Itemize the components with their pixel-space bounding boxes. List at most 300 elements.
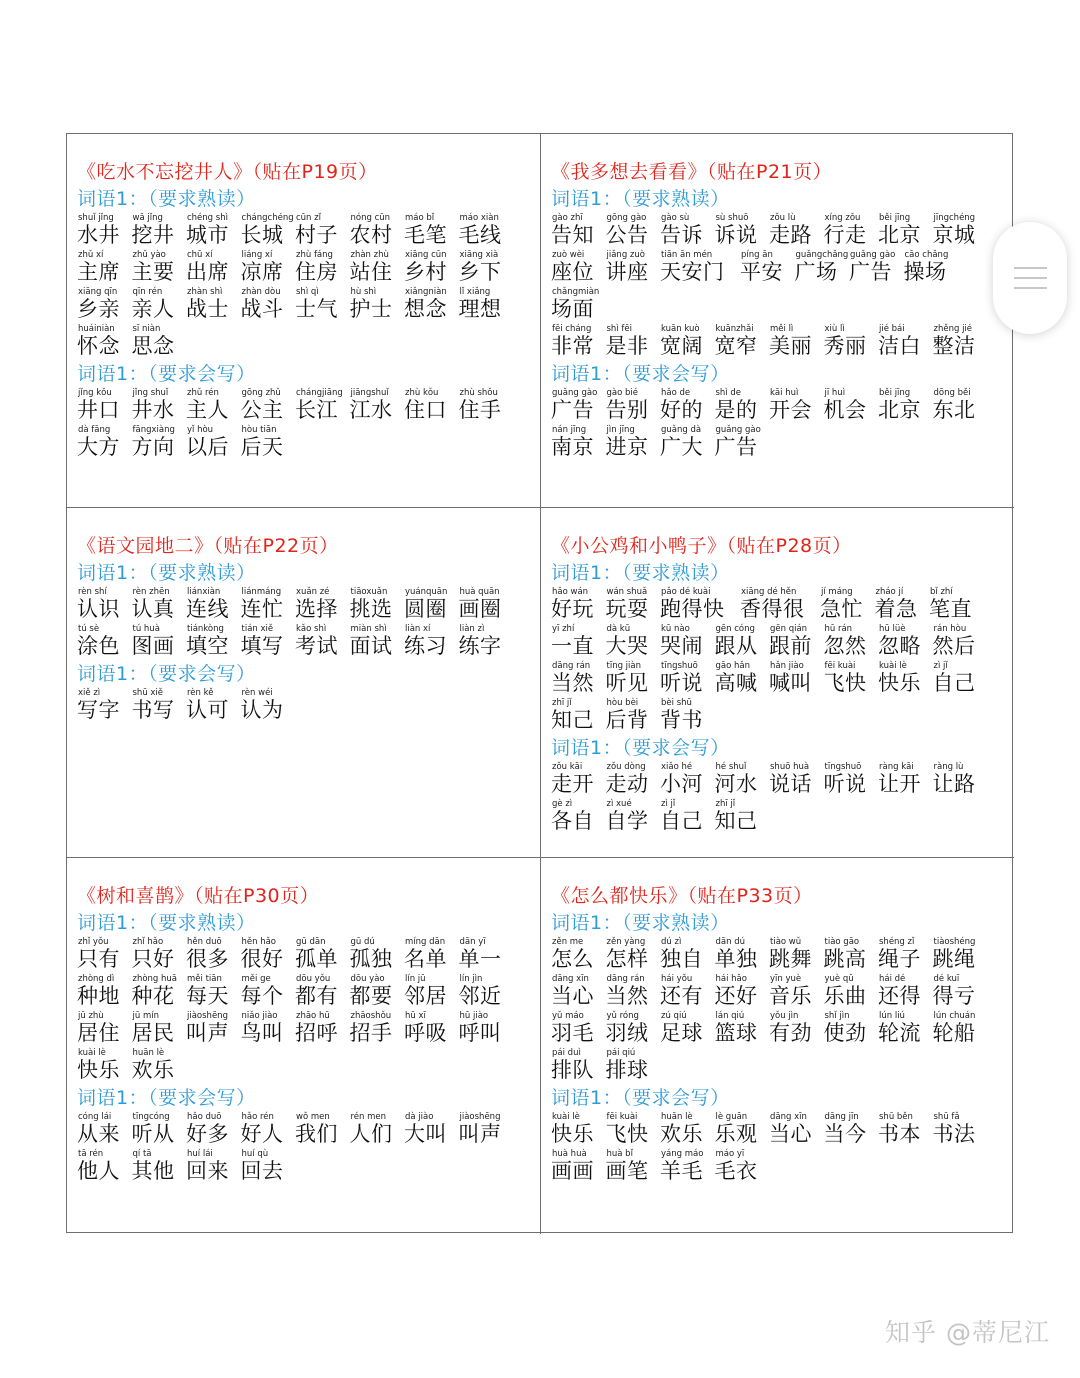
hanzi-word: 填写 — [240, 634, 284, 658]
pinyin-label: huáiniàn — [78, 324, 115, 334]
vocab-word — [878, 762, 933, 799]
vocab-word — [606, 213, 661, 250]
pinyin-label: dāng rán — [606, 974, 645, 984]
hanzi-word: 思念 — [131, 334, 175, 358]
hanzi-word: 广告 — [714, 435, 758, 459]
pinyin-label: shū běn — [879, 1112, 913, 1122]
hanzi-word: 练习 — [404, 634, 447, 658]
lesson-card — [67, 508, 541, 858]
pinyin-label: hái yǒu — [661, 974, 693, 984]
hanzi-word: 跑得快 — [660, 597, 725, 621]
pinyin-label: jí máng — [821, 587, 853, 597]
pinyin-label: jū mín — [132, 1011, 159, 1021]
pinyin-label: dōu yào — [350, 974, 385, 984]
vocab-word — [295, 1011, 350, 1048]
hanzi-word: 北京 — [878, 223, 921, 247]
vocab-word — [878, 624, 933, 661]
pinyin-label: zǒu lù — [770, 213, 796, 223]
hanzi-word: 跟前 — [769, 634, 812, 658]
vocab-word — [660, 587, 740, 624]
vocab-word — [459, 250, 514, 287]
pinyin-label: shǐ jìn — [824, 1011, 850, 1021]
pinyin-label: dú zì — [661, 937, 682, 947]
pinyin-label: měi tiān — [187, 974, 222, 984]
pinyin-label: dà kū — [606, 624, 631, 634]
hanzi-word: 名单 — [404, 947, 447, 971]
pinyin-label: dān yī — [459, 937, 486, 947]
vocab-word — [132, 587, 187, 624]
vocab-word — [660, 974, 715, 1011]
hanzi-word: 跳高 — [823, 947, 867, 971]
hanzi-word: 忽略 — [878, 634, 921, 658]
pinyin-label: guǎng gào — [715, 425, 761, 435]
pinyin-label: zuò wèi — [552, 250, 585, 260]
pinyin-label: gū dān — [296, 937, 326, 947]
vocab-word — [551, 937, 606, 974]
hanzi-word: 后背 — [605, 708, 649, 732]
hanzi-word: 篮球 — [714, 1021, 758, 1045]
vocab-word — [241, 937, 296, 974]
hanzi-word: 很多 — [186, 947, 229, 971]
vocab-word — [295, 388, 350, 425]
vocab-word — [404, 388, 459, 425]
hanzi-word: 当心 — [551, 984, 594, 1008]
vocab-word — [295, 1112, 350, 1149]
pinyin-label: huí lái — [187, 1149, 213, 1159]
vocab-word — [606, 762, 661, 799]
vocab-word — [350, 937, 405, 974]
vocab-word — [606, 1048, 661, 1085]
pinyin-label: guǎng gào — [552, 388, 598, 398]
pinyin-label: huí qù — [241, 1149, 269, 1159]
vocab-word — [660, 698, 715, 735]
hanzi-word: 认真 — [131, 597, 175, 621]
hanzi-word: 井水 — [131, 398, 175, 422]
hanzi-word: 自学 — [605, 809, 649, 833]
hanzi-word: 然后 — [932, 634, 976, 658]
pinyin-label: shuǐ jǐng — [78, 213, 114, 223]
hanzi-word: 还好 — [714, 984, 758, 1008]
hanzi-word: 跟从 — [714, 634, 758, 658]
vocab-word — [459, 587, 514, 624]
vocab-word — [132, 1011, 187, 1048]
vocab-word — [186, 213, 241, 250]
vocab-word — [77, 688, 132, 725]
word-row — [551, 287, 1014, 324]
vocab-word — [404, 250, 459, 287]
pinyin-label: hū jiào — [459, 1011, 489, 1021]
hanzi-word: 面试 — [349, 634, 393, 658]
vocab-word — [241, 1011, 296, 1048]
hanzi-word: 音乐 — [769, 984, 812, 1008]
hanzi-word: 很好 — [240, 947, 284, 971]
pinyin-label: hái hǎo — [715, 974, 747, 984]
pinyin-label: tīngcóng — [132, 1112, 170, 1122]
vocab-word — [132, 624, 187, 661]
hanzi-word: 知己 — [714, 809, 758, 833]
hanzi-word: 欢乐 — [660, 1122, 703, 1146]
pinyin-label: zì xué — [606, 799, 632, 809]
hanzi-word: 主人 — [186, 398, 229, 422]
vocab-word — [350, 974, 405, 1011]
hanzi-word: 开会 — [769, 398, 812, 422]
vocab-word — [404, 587, 459, 624]
pinyin-label: zhòng dì — [78, 974, 115, 984]
hanzi-word: 公告 — [605, 223, 649, 247]
vocab-word — [933, 974, 988, 1011]
vocab-word — [551, 250, 606, 287]
pinyin-label: qīn rén — [132, 287, 163, 297]
pinyin-label: zhǐ hǎo — [132, 937, 164, 947]
hanzi-word: 怎样 — [605, 947, 649, 971]
vocab-word — [769, 1112, 824, 1149]
section-heading: 词语1：（要求熟读） — [77, 562, 256, 584]
vocab-word — [769, 213, 824, 250]
vocab-word — [904, 250, 959, 287]
vocab-word — [551, 698, 606, 735]
pinyin-label: měi lì — [770, 324, 794, 334]
hanzi-word: 进京 — [605, 435, 649, 459]
hanzi-word: 忽然 — [823, 634, 867, 658]
vocab-word — [295, 624, 350, 661]
vocab-word — [551, 425, 606, 462]
vocab-word — [606, 388, 661, 425]
hanzi-word: 告诉 — [660, 223, 703, 247]
vocab-word — [77, 974, 132, 1011]
word-row — [77, 688, 540, 725]
pinyin-label: lún chuán — [933, 1011, 976, 1021]
vocab-word — [606, 1112, 661, 1149]
vocab-word — [875, 587, 930, 624]
pinyin-label: wā jǐng — [132, 213, 163, 223]
pinyin-label: zhàn zhù — [350, 250, 389, 260]
hanzi-word: 孤独 — [349, 947, 393, 971]
vocab-word — [132, 287, 187, 324]
pinyin-label: tú sè — [78, 624, 100, 634]
vocab-word — [404, 937, 459, 974]
hanzi-word: 招手 — [349, 1021, 393, 1045]
vocab-word — [933, 624, 988, 661]
hanzi-word: 笔直 — [929, 597, 972, 621]
pinyin-label: huān lè — [661, 1112, 693, 1122]
pinyin-label: lín jìn — [459, 974, 483, 984]
vocab-word — [186, 287, 241, 324]
pinyin-label: dāng jīn — [824, 1112, 859, 1122]
section-heading: 词语1：（要求熟读） — [77, 912, 256, 934]
pinyin-label: běi jīng — [879, 388, 911, 398]
hanzi-word: 听见 — [605, 671, 649, 695]
hanzi-word: 挑选 — [349, 597, 393, 621]
vocab-word — [878, 388, 933, 425]
vocab-word — [241, 624, 296, 661]
word-row — [551, 762, 1014, 799]
vocab-word — [350, 1112, 405, 1149]
vocab-word — [459, 287, 514, 324]
hanzi-word: 背书 — [660, 708, 703, 732]
hanzi-word: 村子 — [295, 223, 338, 247]
hanzi-word: 认为 — [240, 698, 284, 722]
vocab-word — [606, 587, 661, 624]
pinyin-label: zǒu dòng — [606, 762, 646, 772]
vocab-word — [820, 587, 875, 624]
pinyin-label: dé kuī — [933, 974, 960, 984]
hanzi-word: 诉说 — [714, 223, 758, 247]
floating-menu-button[interactable] — [993, 222, 1067, 334]
pinyin-label: hěn hǎo — [241, 937, 277, 947]
pinyin-label: zhù kǒu — [405, 388, 439, 398]
hanzi-word: 只好 — [131, 947, 175, 971]
pinyin-label: ràng kāi — [879, 762, 914, 772]
pinyin-label: kuài lè — [552, 1112, 580, 1122]
hanzi-word: 知己 — [551, 708, 594, 732]
vocab-word — [660, 425, 715, 462]
vocab-word — [77, 937, 132, 974]
vocab-word — [933, 388, 988, 425]
pinyin-label: gè zì — [552, 799, 573, 809]
vocab-word — [295, 937, 350, 974]
vocab-word — [933, 661, 988, 698]
pinyin-label: yuánquān — [405, 587, 448, 597]
pinyin-label: tīngshuō — [661, 661, 698, 671]
vocab-word — [551, 974, 606, 1011]
hanzi-word: 京城 — [932, 223, 976, 247]
vocab-word — [459, 1011, 514, 1048]
hanzi-word: 士气 — [295, 297, 338, 321]
pinyin-label: gōng gào — [606, 213, 647, 223]
word-row — [77, 250, 540, 287]
hanzi-word: 羽绒 — [605, 1021, 649, 1045]
vocab-word — [606, 250, 661, 287]
vocab-word — [459, 937, 514, 974]
pinyin-label: gēn qián — [770, 624, 808, 634]
pinyin-label: zì jǐ — [933, 661, 948, 671]
vocab-word — [350, 388, 405, 425]
hanzi-word: 其他 — [131, 1159, 175, 1183]
hanzi-word: 后天 — [240, 435, 284, 459]
vocab-word — [824, 974, 879, 1011]
pinyin-label: hǎo wán — [552, 587, 589, 597]
vocab-word — [132, 250, 187, 287]
pinyin-label: měi ge — [241, 974, 271, 984]
section-heading: 词语1：（要求会写） — [77, 663, 256, 685]
vocab-word — [824, 1011, 879, 1048]
vocab-word — [933, 762, 988, 799]
word-row — [77, 1011, 540, 1048]
lesson-card — [541, 508, 1014, 858]
vocab-word — [660, 661, 715, 698]
vocab-word — [459, 388, 514, 425]
hanzi-word: 乡亲 — [77, 297, 120, 321]
vocab-word — [933, 213, 988, 250]
pinyin-label: niǎo jiào — [241, 1011, 278, 1021]
hanzi-word: 各自 — [551, 809, 594, 833]
pinyin-label: gēn cóng — [715, 624, 755, 634]
vocab-word — [824, 762, 879, 799]
pinyin-label: zhǔ xí — [78, 250, 104, 260]
vocab-word — [132, 974, 187, 1011]
vocab-word — [660, 1011, 715, 1048]
vocab-word — [824, 624, 879, 661]
vocab-word — [350, 213, 405, 250]
pinyin-label: hòu tiān — [241, 425, 277, 435]
hanzi-word: 书本 — [878, 1122, 921, 1146]
hanzi-word: 呼吸 — [404, 1021, 447, 1045]
hanzi-word: 大叫 — [404, 1122, 447, 1146]
vocab-word — [186, 937, 241, 974]
vocab-word — [929, 587, 984, 624]
hanzi-word: 飞快 — [823, 671, 867, 695]
vocab-word — [241, 974, 296, 1011]
hanzi-word: 写字 — [77, 698, 120, 722]
hanzi-word: 连线 — [186, 597, 229, 621]
pinyin-label: kuān kuò — [661, 324, 700, 334]
hanzi-word: 听从 — [131, 1122, 175, 1146]
pinyin-label: yǒu jìn — [770, 1011, 799, 1021]
pinyin-label: huān lè — [132, 1048, 165, 1058]
menu-bar-line — [1014, 287, 1047, 289]
vocab-word — [933, 1011, 988, 1048]
word-row — [551, 213, 1014, 250]
hanzi-word: 平安 — [740, 260, 783, 284]
hanzi-word: 乐观 — [714, 1122, 758, 1146]
hanzi-word: 走开 — [551, 772, 594, 796]
vocab-word — [186, 624, 241, 661]
hanzi-word: 画圈 — [458, 597, 502, 621]
hanzi-word: 香得很 — [740, 597, 805, 621]
vocab-word — [715, 425, 770, 462]
vocab-word — [551, 587, 606, 624]
pinyin-label: zhǐ yǒu — [78, 937, 109, 947]
pinyin-label: miàn shì — [350, 624, 387, 634]
pinyin-label: hái dé — [879, 974, 906, 984]
vocab-word — [660, 624, 715, 661]
pinyin-label: kuài lè — [78, 1048, 106, 1058]
hanzi-word: 走路 — [769, 223, 812, 247]
pinyin-label: kāi huì — [770, 388, 799, 398]
hanzi-word: 快乐 — [551, 1122, 594, 1146]
hanzi-word: 单一 — [458, 947, 502, 971]
pinyin-label: pǎo dé kuài — [661, 587, 711, 597]
pinyin-label: yǐ hòu — [187, 425, 214, 435]
hanzi-word: 招呼 — [295, 1021, 338, 1045]
vocab-word — [824, 661, 879, 698]
pinyin-label: wán shuǎ — [606, 587, 648, 597]
word-row — [551, 388, 1014, 425]
pinyin-label: tiào gāo — [824, 937, 860, 947]
pinyin-label: jié bái — [879, 324, 905, 334]
pinyin-label: jiāngshuǐ — [350, 388, 389, 398]
vocab-word — [606, 937, 661, 974]
vocab-word — [132, 1112, 187, 1149]
pinyin-label: hé shuǐ — [715, 762, 747, 772]
hanzi-word: 圆圈 — [404, 597, 447, 621]
word-row — [77, 213, 540, 250]
vocab-word — [715, 388, 770, 425]
pinyin-label: tú huà — [132, 624, 160, 634]
hanzi-word: 只有 — [77, 947, 120, 971]
vocab-word — [132, 1048, 187, 1085]
pinyin-label: rán hòu — [933, 624, 967, 634]
vocab-word — [715, 324, 770, 361]
hanzi-word: 呼叫 — [458, 1021, 502, 1045]
pinyin-label: cóng lái — [78, 1112, 112, 1122]
pinyin-label: zháo jí — [875, 587, 904, 597]
hanzi-word: 长江 — [295, 398, 338, 422]
hanzi-word: 当今 — [823, 1122, 867, 1146]
pinyin-label: liàn zì — [459, 624, 485, 634]
vocab-word — [77, 324, 132, 361]
vocab-word — [241, 287, 296, 324]
pinyin-label: huà bǐ — [606, 1149, 633, 1159]
vocab-word — [849, 250, 904, 287]
vocab-word — [404, 624, 459, 661]
vocab-word — [769, 324, 824, 361]
vocab-word — [715, 762, 770, 799]
hanzi-word: 美丽 — [769, 334, 812, 358]
pinyin-label: tīngshuō — [824, 762, 862, 772]
hanzi-word: 讲座 — [605, 260, 649, 284]
hanzi-word: 广场 — [794, 260, 838, 284]
pinyin-label: máo xiàn — [459, 213, 499, 223]
hanzi-word: 广告 — [551, 398, 594, 422]
word-row — [551, 799, 1014, 836]
vocab-word — [715, 624, 770, 661]
hanzi-word: 毛线 — [458, 223, 502, 247]
pinyin-label: tīng jiàn — [606, 661, 641, 671]
pinyin-label: míng dān — [405, 937, 446, 947]
vocab-word — [769, 937, 824, 974]
hanzi-word: 居住 — [77, 1021, 120, 1045]
vocab-word — [404, 287, 459, 324]
hanzi-word: 南京 — [551, 435, 594, 459]
vocab-word — [241, 250, 296, 287]
pinyin-label: chángchéng — [241, 213, 294, 223]
vocab-word — [459, 624, 514, 661]
pinyin-label: máo yī — [715, 1149, 745, 1159]
pinyin-label: zhù fáng — [296, 250, 333, 260]
pinyin-label: lán qiú — [715, 1011, 745, 1021]
vocab-word — [132, 937, 187, 974]
hanzi-word: 场面 — [551, 297, 594, 321]
word-row — [77, 425, 540, 462]
vocab-word — [824, 937, 879, 974]
pinyin-label: huà huà — [552, 1149, 587, 1159]
pinyin-label: dōu yǒu — [296, 974, 331, 984]
pinyin-label: hū rán — [824, 624, 853, 634]
vocab-word — [551, 287, 606, 324]
pinyin-label: kǎo shì — [296, 624, 327, 634]
hanzi-word: 住口 — [404, 398, 447, 422]
word-row — [77, 974, 540, 1011]
pinyin-label: liàn xí — [405, 624, 431, 634]
vocab-word — [132, 688, 187, 725]
lesson-card — [541, 134, 1014, 508]
vocab-word — [295, 250, 350, 287]
pinyin-label: hǎn jiào — [770, 661, 804, 671]
pinyin-label: píng ān — [741, 250, 773, 260]
vocab-word — [132, 213, 187, 250]
hanzi-word: 是非 — [605, 334, 649, 358]
vocab-word — [933, 1112, 988, 1149]
vocab-word — [186, 587, 241, 624]
vocab-word — [769, 388, 824, 425]
pinyin-label: gū dú — [350, 937, 375, 947]
pinyin-label: xiāng xià — [459, 250, 499, 260]
word-row — [551, 250, 1014, 287]
hanzi-word: 种花 — [131, 984, 175, 1008]
section-heading: 词语1：（要求熟读） — [77, 188, 256, 210]
vocab-word — [404, 974, 459, 1011]
